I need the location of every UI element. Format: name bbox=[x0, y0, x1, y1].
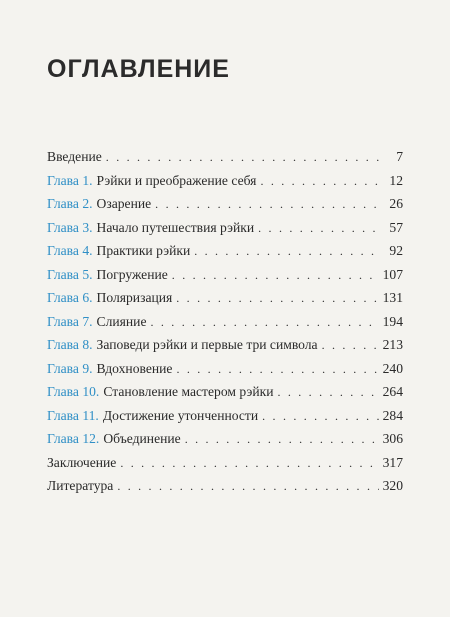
toc-page-number: 7 bbox=[396, 149, 403, 164]
toc-leader bbox=[106, 148, 381, 166]
toc-row-conclusion bbox=[47, 454, 403, 478]
toc-title: Объединение bbox=[103, 431, 181, 446]
toc-page-number: 264 bbox=[382, 384, 403, 399]
toc-row-chapter-9 bbox=[47, 360, 403, 384]
toc-leader bbox=[322, 336, 379, 354]
toc-row-chapter-1 bbox=[47, 172, 403, 196]
toc-leader bbox=[277, 383, 378, 401]
toc-title: Практики рэйки bbox=[96, 243, 191, 258]
toc-row-literature bbox=[47, 477, 403, 501]
toc-page-number: 194 bbox=[382, 313, 403, 329]
toc-leader bbox=[176, 289, 378, 307]
toc-title: Поляризация bbox=[96, 290, 173, 305]
toc-row-chapter-6 bbox=[47, 289, 403, 313]
toc-title: Литература bbox=[47, 478, 114, 493]
toc-page-number: 57 bbox=[389, 219, 403, 235]
toc-leader bbox=[172, 266, 379, 284]
toc-row-chapter-5 bbox=[47, 266, 403, 290]
toc-title: Заповеди рэйки и первые три символа bbox=[96, 337, 318, 352]
toc-chapter-label: Глава 3. bbox=[47, 219, 93, 235]
toc-leader bbox=[155, 195, 381, 213]
toc-leader bbox=[151, 313, 379, 331]
toc-row-chapter-2 bbox=[47, 195, 403, 219]
toc-chapter-label: Глава 12. bbox=[47, 431, 100, 446]
toc-chapter-label: Глава 1. bbox=[47, 172, 93, 188]
toc-chapter-label: Глава 11. bbox=[47, 407, 99, 423]
toc-title: Рэйки и преображение себя bbox=[96, 172, 257, 188]
toc-page-number: 317 bbox=[382, 454, 403, 470]
toc-title: Начало путешествия рэйки bbox=[96, 219, 255, 235]
toc-leader bbox=[120, 454, 378, 472]
toc-chapter-label: Глава 9. bbox=[47, 360, 93, 376]
toc-chapter-label: Глава 5. bbox=[47, 266, 93, 282]
toc-page-number: 12 bbox=[389, 172, 403, 188]
toc-page-number: 306 bbox=[382, 431, 403, 446]
toc-leader bbox=[262, 407, 378, 425]
toc-title: Слияние bbox=[96, 313, 147, 329]
toc-chapter-label: Глава 6. bbox=[47, 290, 93, 305]
toc-leader bbox=[260, 172, 381, 190]
toc-page-number: 107 bbox=[382, 266, 403, 282]
toc-title: Погружение bbox=[96, 266, 168, 282]
toc-title: Введение bbox=[47, 149, 102, 164]
toc-page-number: 92 bbox=[389, 243, 403, 258]
toc-row-introduction bbox=[47, 148, 403, 172]
toc-page-number: 26 bbox=[389, 196, 403, 211]
toc-page-number: 131 bbox=[382, 290, 403, 305]
toc-leader bbox=[194, 242, 381, 260]
toc-chapter-label: Глава 7. bbox=[47, 313, 93, 329]
toc-chapter-label: Глава 10. bbox=[47, 384, 100, 399]
toc-title: Достижение утонченности bbox=[102, 407, 259, 423]
toc-row-chapter-4 bbox=[47, 242, 403, 266]
toc-chapter-label: Глава 2. bbox=[47, 196, 93, 211]
toc-title: Заключение bbox=[47, 454, 117, 470]
toc-chapter-label: Глава 8. bbox=[47, 337, 93, 352]
toc-title: Вдохновение bbox=[96, 360, 173, 376]
toc-leader bbox=[117, 477, 378, 495]
table-of-contents bbox=[47, 148, 403, 501]
toc-page-number: 213 bbox=[382, 337, 403, 352]
toc-row-chapter-8 bbox=[47, 336, 403, 360]
toc-row-chapter-7 bbox=[47, 313, 403, 337]
toc-row-chapter-11 bbox=[47, 407, 403, 431]
toc-row-chapter-10 bbox=[47, 383, 403, 407]
toc-page-number: 284 bbox=[382, 407, 403, 423]
toc-title: Озарение bbox=[96, 196, 152, 211]
toc-page-number: 240 bbox=[382, 360, 403, 376]
toc-leader bbox=[176, 360, 378, 378]
toc-leader bbox=[185, 430, 379, 448]
page-title: ОГЛАВЛЕНИЕ bbox=[47, 55, 230, 83]
toc-row-chapter-3 bbox=[47, 219, 403, 243]
toc-leader bbox=[258, 219, 381, 237]
toc-chapter-label: Глава 4. bbox=[47, 243, 93, 258]
toc-page-number: 320 bbox=[382, 478, 403, 493]
toc-row-chapter-12 bbox=[47, 430, 403, 454]
toc-title: Становление мастером рэйки bbox=[103, 384, 274, 399]
